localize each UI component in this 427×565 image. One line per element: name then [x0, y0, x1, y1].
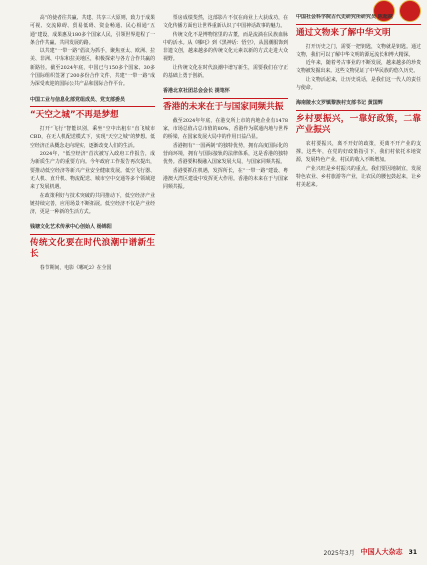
divider	[30, 234, 155, 235]
article-block	[163, 14, 288, 80]
paragraph: 产业兴旺是乡村振兴的重点。我们要因地制宜，发展特色农业、乡村旅游等产业，让农民的腰包鼓起来，让乡村美起来。	[296, 165, 421, 189]
author-line: 中国社会科学院古代史研究所研究员 陈超越	[296, 14, 393, 20]
column-1	[30, 14, 155, 539]
author-line: 海南陵水文罗镇黎族村支部书记 黄国辉	[296, 100, 383, 107]
paragraph: 春节期间，电影《哪吒2》在全国	[39, 264, 112, 271]
article-block	[30, 224, 155, 272]
article-block	[30, 14, 155, 89]
article-headline: 乡村要振兴，一靠好政策，二靠产业振兴	[296, 113, 421, 135]
paragraph: 以共建“一带一路”倡议为抓手，聚焦亚太、欧洲、拉美、非洲、中东和拉美地区，积极探索与各方合作共赢的新路径。截至2024年底，中国已与150多个国家、30多个国际组织签署了200多份合作文件，共建“一带一路”成为深受欢迎的国际公共产品和国际合作平台。	[30, 48, 155, 88]
divider	[163, 98, 288, 99]
author-line: 钱塘文化艺术传承中心创始人 杨锦阳	[30, 224, 112, 231]
divider	[296, 24, 421, 25]
paragraph: 在政策利好与技术突破的共同推动下，低空经济产业链持续完善，应用场景不断拓展。低空经济不仅是产业经济，更是一种新的生活方式。	[30, 192, 155, 216]
column-2	[163, 14, 288, 539]
divider	[296, 110, 421, 111]
article-block	[296, 14, 421, 92]
paragraph: 让传统文化在时代浪潮中谱写新生，需要我们在守正的基础上勇于创新。	[163, 64, 288, 80]
article-headline: 传统文化要在时代浪潮中谱新生长	[30, 237, 155, 259]
author-line: 中国工业与信息化部党组成员、党支部委员	[30, 96, 126, 103]
article-block	[296, 100, 421, 189]
divider	[30, 106, 155, 107]
paragraph: 农村要振兴，离不开好的政策，更离不开产业的支撑。这些年，在党的好政策指引下，我们村依托本地资源，发展特色产业，村民的收入不断增加。	[296, 140, 421, 164]
paragraph: 打开历史之门，需要一把钥匙，文物就是钥匙。通过文物，我们可以了解中华文明的源远流长和博大精深。	[296, 43, 421, 58]
page-number: 31	[408, 548, 417, 556]
paragraph: 近年来，随着考古事业的不断发展，越来越多的珍贵文物被发掘出来。这些文物见证了中华民族的悠久历史。	[296, 60, 421, 75]
paragraph: 票房成绩斐然，这部影片不仅在商业上大获成功，在文化传播方面也让世界重新认识了中国神话故事的魅力。	[163, 15, 288, 30]
magazine-brand: 中国人大杂志	[360, 548, 403, 556]
author-line: 香港北京社团总会会长 提笔怀	[163, 88, 230, 95]
paragraph: 2024年，“低空经济”首次被写入政府工作报告，成为新质生产力的重要方向。今年政府工作报告再次提出，要推动低空经济等新兴产业安全健康发展。低空飞行器、无人机、直升机、物流配送、城市空中交通等多个领域迎来了发展机遇。	[30, 151, 155, 191]
paragraph: 截至2024年年底，在港交所上市的内地企业有1478家，市场总值占总市值的80%，香港作为联通内地与世界的桥梁，在国家发展大局中的作用日益凸显。	[163, 117, 288, 141]
article-headline: 香港的未来在于与国家同频共振	[163, 101, 284, 112]
paragraph: 香港拥有“一国两制”的独特优势，拥有高度国际化的营商环境，拥有与国际接轨的法律体系，这是香港的独特优势。香港要积极融入国家发展大局，与国家同频共振。	[163, 142, 288, 166]
paragraph: 让文物活起来，让历史说话，是我们这一代人的责任与使命。	[296, 76, 421, 91]
column-3	[296, 14, 421, 539]
paragraph: 香港要抓住机遇，发挥所长，在“一带一路”建设、粤港澳大湾区建设中发挥更大作用。香港的未来在于与国家同频共振。	[163, 167, 288, 191]
paragraph: 传统文化不是博物馆里的古董，而是流淌在民族血脉中的活水。从《哪吒》到《黑神话：悟空》，从国潮服饰到非遗文创，越来越多的传统文化元素以新的方式走进大众视野。	[163, 31, 288, 63]
article-block	[163, 88, 288, 191]
paragraph: 打开“飞行”智能识别，乘坐“空中出租车”直飞城市CBD，在无人机配送模式下，实现“天空之城”的梦想。低空经济正从概念走向现实，逐渐改变人们的生活。	[30, 126, 155, 149]
article-headline: 通过文物来了解中华文明	[296, 27, 391, 38]
issue-date: 2025年3月	[323, 549, 355, 557]
paragraph: 高”的使者往共赢、共建、共享三大原则，致力于成果可视、交流障碍、贸易低碍、资金畅通、民心相通“五通”建设，成果惠及180多个国家人民，引领世界进程了一条合作共赢、共同发展的路。	[30, 15, 155, 46]
article-block	[30, 97, 155, 217]
article-headline: “天空之城”不再是梦想	[30, 110, 119, 121]
article-columns	[30, 14, 421, 539]
page-footer	[324, 547, 417, 557]
